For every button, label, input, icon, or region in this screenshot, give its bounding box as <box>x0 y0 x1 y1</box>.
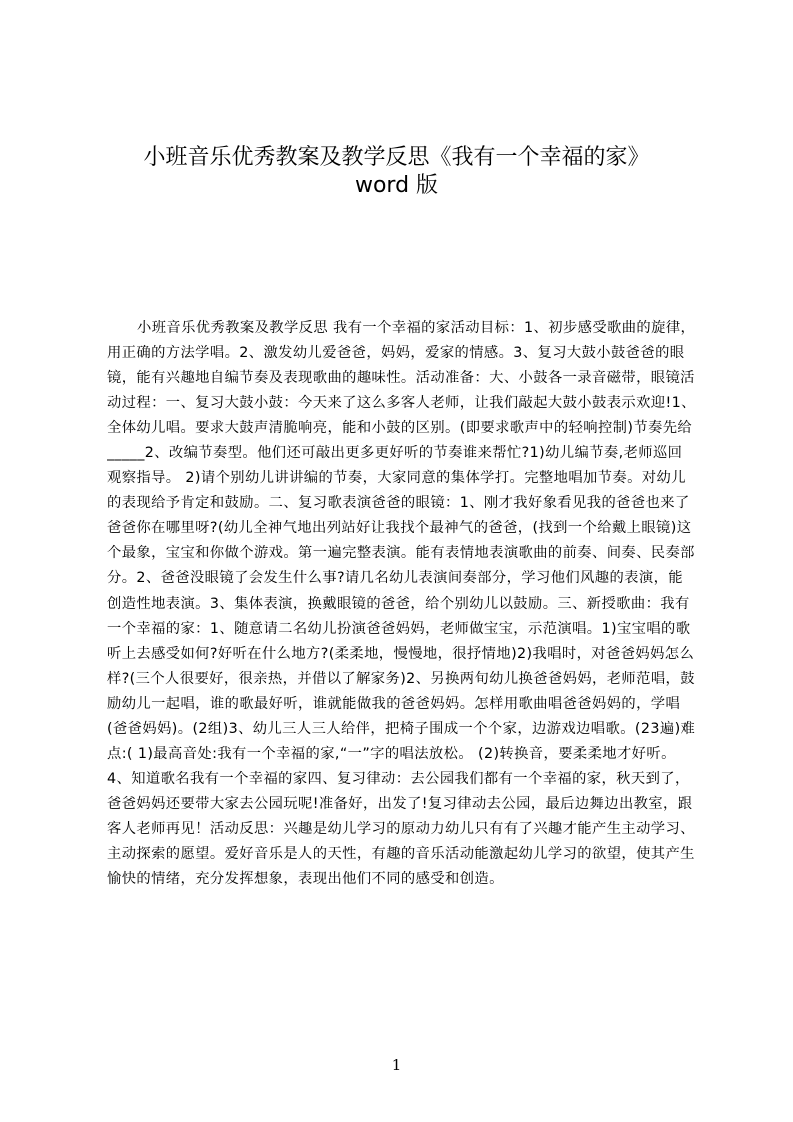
title-line-2: word 版 <box>354 173 439 198</box>
document-title <box>0 144 793 200</box>
title-line-1: 小班音乐优秀教案及教学反思《我有一个幸福的家》 <box>143 145 650 170</box>
page-number: 1 <box>391 1056 402 1074</box>
body-paragraph: 小班音乐优秀教案及教学反思 我有一个幸福的家活动目标：1、初步感受歌曲的旋律，用正确的方法学唱。2、激发幼儿爱爸爸，妈妈，爱家的情感。3、复习大鼓小鼓爸爸的眼镜，能有兴趣地自编节奏及表现歌曲的趣味性。活动准备：大、小鼓各一录音磁带，眼镜活动过程：一、复习大鼓小鼓：今天来了这么多客人老师，让我们敲起大鼓小鼓表示欢迎!1、全体幼儿唱。要求大鼓声清脆响亮，能和小鼓的区别。(即要求歌声中的轻响控制)节奏先给_____2、改编节奏型。他们还可敲出更多更好听的节奏谁来帮忙?1)幼儿编节奏,老师巡回观察指导。 2)请个别幼儿讲讲编的节奏，大家同意的集体学打。完整地唱加节奏。对幼儿的表现给予肯定和鼓励。二、复习歌表演爸爸的眼镜：1、刚才我好象看见我的爸爸也来了爸爸你在哪里呀?(幼儿全神气地出列站好让我找个最神气的爸爸，(找到一个给戴上眼镜)这个最象，宝宝和你做个游戏。第一遍完整表演。能有表情地表演歌曲的前奏、间奏、民奏部分。2、爸爸没眼镜了会发生什么事?请几名幼儿表演间奏部分，学习他们风趣的表演，能创造性地表演。3、集体表演，换戴眼镜的爸爸，给个别幼儿以鼓励。三、新授歌曲：我有一个幸福的家：1、随意请二名幼儿扮演爸爸妈妈，老师做宝宝，示范演唱。1)宝宝唱的歌听上去感受如何?好听在什么地方?(柔柔地，慢慢地，很抒情地)2)我唱时，对爸爸妈妈怎么样?(三个人很要好，很亲热，并借以了解家务)2、另换两旬幼儿换爸爸妈妈，老师范唱，鼓励幼儿一起唱，谁的歌最好听，谁就能做我的爸爸妈妈。怎样用歌曲唱爸爸妈妈的，学唱(爸爸妈妈)。(2组)3、幼儿三人三人给伴，把椅子围成一个个家，边游戏边唱歌。(23遍)难点:( 1)最高音处:我有一个幸福的家,“一”字的唱法放松。 (2)转换音，要柔柔地才好听。4、知道歌名我有一个幸福的家四、复习律动：去公园我们都有一个幸福的家，秋天到了，爸爸妈妈还要带大家去公园玩呢!准备好，出发了!复习律动去公园，最后边舞边出教室，跟客人老师再见！活动反思：兴趣是幼儿学习的原动力幼儿只有有了兴趣才能产生主动学习、主动探索的愿望。爱好音乐是人的天性，有趣的音乐活动能激起幼儿学习的欲望，使其产生愉快的情绪，充分发挥想象，表现出他们不同的感受和创造。 <box>107 320 696 888</box>
